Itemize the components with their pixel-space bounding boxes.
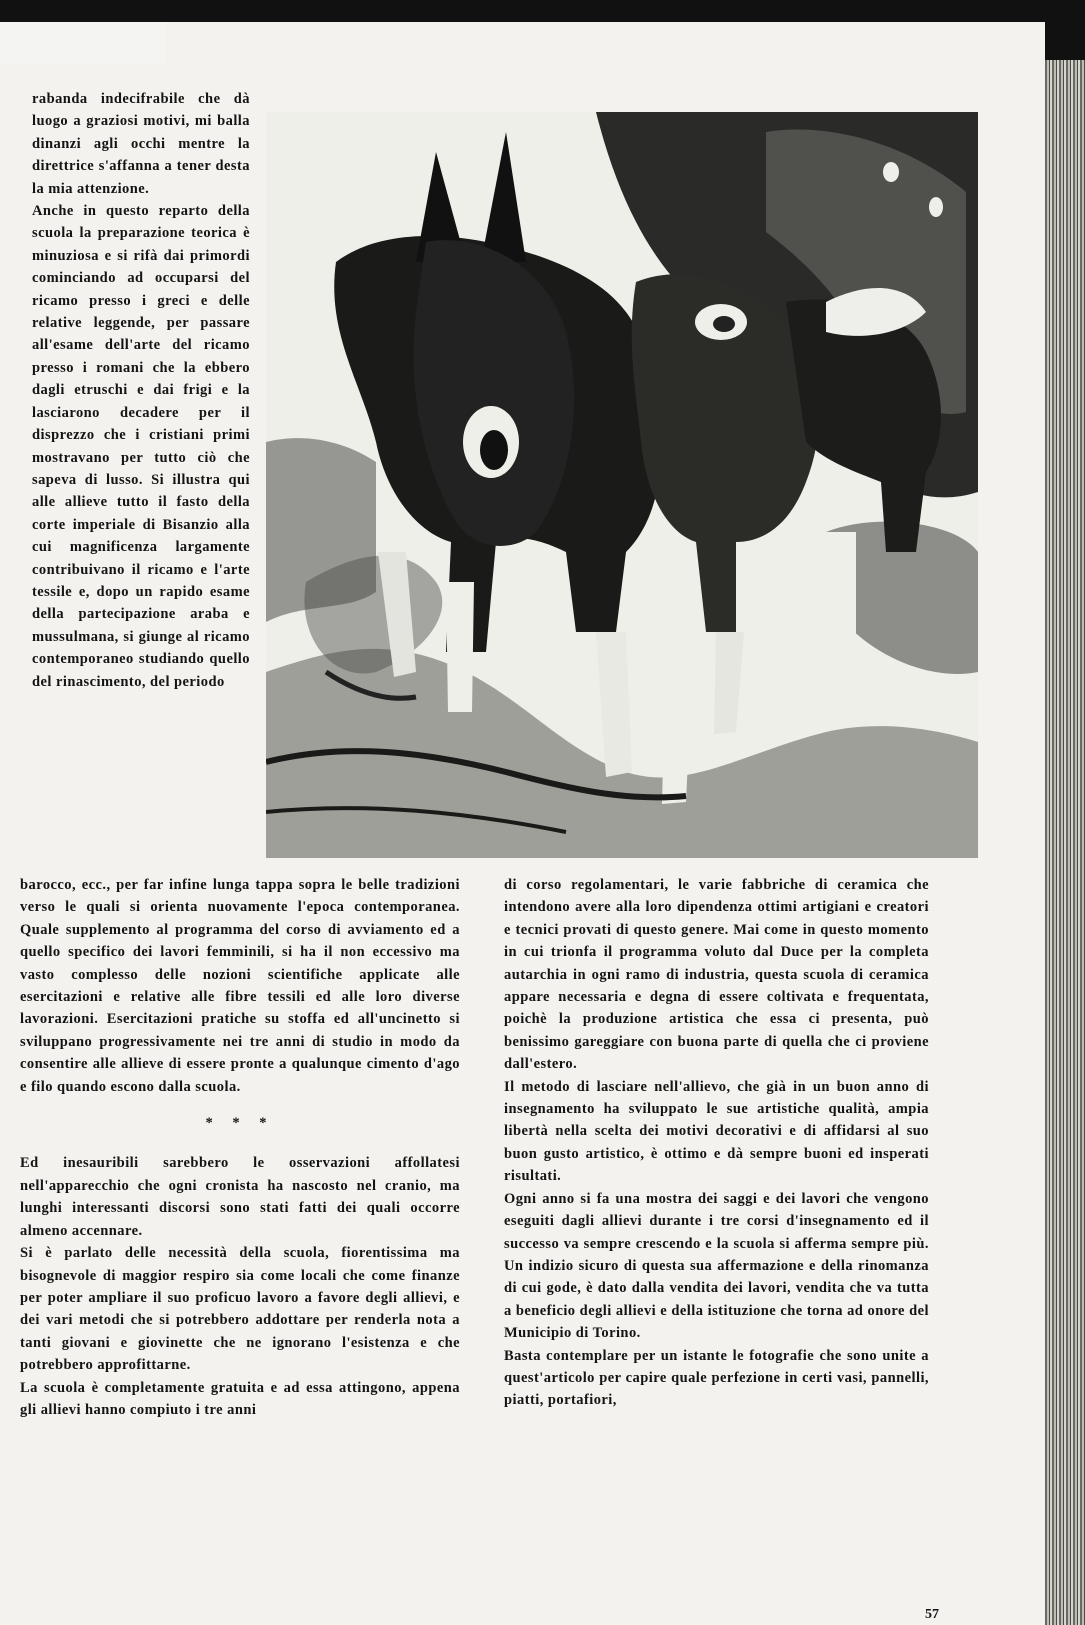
- narrow-text-column: [32, 88, 250, 693]
- right-text-column: [504, 874, 929, 1412]
- paragraph: Si è parlato delle necessità della scuola, fiorentissima ma bisognevole di maggior respiro sia come locali che come finanze per poter ampliare il suo proficuo lavoro a favore degli allievi, e dei vari metodi che si potrebbero addottare per renderla nota a tanti giovani e giovinette che ne ignorano l'esistenza e che potrebbero approfittarne.: [20, 1245, 460, 1374]
- paragraph: La scuola è completamente gratuita e ad essa attingono, appena gli allievi hanno compiuto i tre anni: [20, 1379, 460, 1418]
- book-binding-edge: [1045, 60, 1085, 1625]
- page-number: 57: [925, 1607, 939, 1622]
- left-text-column: [20, 874, 460, 1421]
- magazine-page: [0, 22, 1045, 1625]
- page-corner-tab: [0, 22, 165, 64]
- section-separator: * * *: [205, 1115, 275, 1132]
- paragraph: Ogni anno si fa una mostra dei saggi e dei lavori che vengono eseguiti dagli allievi durante i tre corsi d'insegnamento ed il successo va sempre crescendo e la scuola si afferma sempre più. Un indizio sicuro di questa sua affermazione e della rinomanza di cui gode, è dato dalla vendita dei lavori, vendita che va tutta a beneficio degli allievi e della istituzione che torna ad onore del Municipio di Torino.: [504, 1190, 929, 1342]
- paragraph: barocco, ecc., per far infine lunga tappa sopra le belle tradizioni verso le quali si orienta nuovamente l'epoca contemporanea. Quale supplemento al programma del corso di avviamento ed a quello specifico dei lavori femminili, si ha il non eccessivo ma vasto complesso delle nozioni scientifiche applicate alle esercitazioni e relative alle fibre tessili ed alle loro diverse lavorazioni. Esercitazioni pratiche su stoffa ed all'uncinetto si sviluppano progressivamente nei tre anni di studio in modo da consentire alle allieve di essere pronte a qualunque cimento d'ago e filo quando escono dalla scuola.: [20, 877, 460, 1095]
- paragraph: Anche in questo reparto della scuola la preparazione teorica è minuziosa e si rifà dai primordi cominciando ad occuparsi del ricamo presso i greci e delle relative leggende, per passare all'esame dell'arte del ricamo presso i romani che la ebbero dagli etruschi e dai frigi e la lasciarono decadere per il disprezzo che i cristiani primi mostravano per tutto ciò che sapeva di lusso. Si illustra qui alle allieve tutto il fasto della corte imperiale di Bisanzio alla cui magnificenza largamente contribuivano il ricamo e l'arte tessile e, dopo un rapido esame della partecipazione araba e mussulmana, si giunge al ricamo contemporaneo studiando quello del rinascimento, del periodo: [32, 203, 250, 690]
- donkeys-illustration: [266, 112, 978, 858]
- paragraph: Il metodo di lasciare nell'allievo, che già in un buon anno di insegnamento ha sviluppato le sue artistiche qualità, ampia libertà nella scelta dei motivi decorativi e di affidarsi al suo buon gusto artistico, è ottimo e dà sempre buoni ed insperati risultati.: [504, 1078, 929, 1185]
- paragraph: Basta contemplare per un istante le fotografie che sono unite a quest'articolo per capire quale perfezione in certi vasi, pannelli, piatti, portafiori,: [504, 1347, 929, 1409]
- paragraph: rabanda indecifrabile che dà luogo a graziosi motivi, mi balla dinanzi agli occhi mentre la direttrice s'affanna a tener desta la mia attenzione.: [32, 91, 250, 197]
- paragraph: Ed inesauribili sarebbero le osservazioni affollatesi nell'apparecchio che ogni cronista ha nascosto nel cranio, ma lunghi interessanti discorsi sono stati fatti dei quali occorre almeno accennare.: [20, 1155, 460, 1239]
- ink-drawing-of-two-donkeys: [266, 112, 978, 858]
- paragraph: di corso regolamentari, le varie fabbriche di ceramica che intendono avere alla loro dipendenza ottimi artigiani e creatori e tecnici provati di questo genere. Mai come in questo momento in cui trionfa il programma voluto dal Duce per la completa autarchia in ogni ramo di industria, questa scuola di ceramica appare necessaria e degna di essere coltivata e frequentata, poichè la produzione artistica che essa ci presenta, può benissimo gareggiare con buona parte di quella che ci proviene dall'estero.: [504, 877, 929, 1073]
